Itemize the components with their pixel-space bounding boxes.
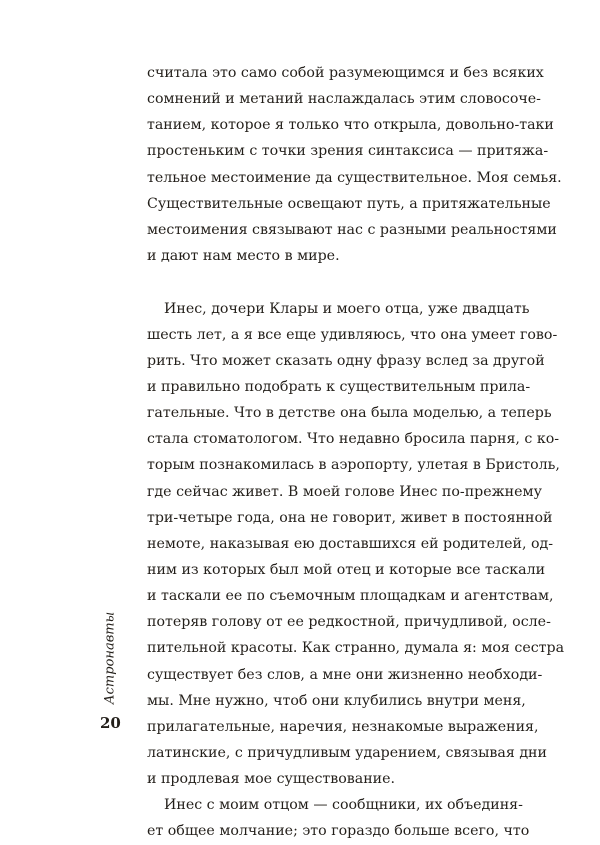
text-line: Существительные освещают путь, а притяжательные: [147, 195, 551, 212]
text-line: танием, которое я только что открыла, довольно-таки: [147, 117, 554, 134]
text-line: прилагательные, наречия, незнакомые выражения,: [147, 718, 539, 735]
text-line: и продлевая мое существование.: [147, 771, 396, 788]
text-line: местоимения связывают нас с разными реальностями: [147, 221, 557, 238]
running-title-text: Астронавты: [102, 611, 118, 705]
text-line: стала стоматологом. Что недавно бросила парня, с ко-: [147, 431, 560, 448]
text-line: мы. Мне нужно, чтоб они клубились внутри меня,: [147, 692, 526, 709]
text-line: гательные. Что в детстве она была моделью, а теперь: [147, 405, 552, 422]
page-number: 20: [100, 714, 121, 732]
text-line: сомнений и метаний наслаждалась этим словосоче-: [147, 91, 541, 108]
text-line: три-четыре года, она не говорит, живет в постоянной: [147, 509, 553, 526]
text-line: и дают нам место в мире.: [147, 247, 340, 264]
running-title: [100, 608, 120, 708]
section-break: [147, 269, 481, 296]
body-text: [147, 60, 565, 845]
text-line: тельное местоимение да существительное. Моя семья.: [147, 169, 562, 186]
text-line: Инес, дочери Клары и моего отца, уже двадцать: [164, 300, 530, 317]
text-line: рить. Что может сказать одну фразу вслед за другой: [147, 352, 545, 369]
paragraph-1: [147, 60, 562, 269]
text-line: считала это само собой разумеющимся и без всяких: [147, 65, 544, 81]
text-line: где сейчас живет. В моей голове Инес по-прежнему: [147, 483, 542, 500]
text-line: немоте, наказывая ею доставшихся ей родителей, од-: [147, 535, 554, 552]
text-line: ет общее молчание; это гораздо больше всего, что: [147, 823, 530, 840]
text-line: торым познакомилась в аэропорту, улетая в Бристоль,: [147, 457, 560, 474]
text-line: потеряв голову от ее редкостной, причудливой, осле-: [147, 614, 551, 631]
text-line: Инес с моим отцом — сообщники, их объединя-: [164, 797, 523, 814]
paragraph-3: [147, 792, 530, 844]
text-line: пительной красоты. Как странно, думала я: моя сестра: [147, 640, 565, 657]
text-line: и правильно подобрать к существительным прила-: [147, 379, 531, 396]
text-line: и таскали ее по съемочным площадкам и агентствам,: [147, 588, 554, 605]
text-line: существует без слов, а мне они жизненно необходи-: [147, 666, 543, 683]
paragraph-2: [147, 296, 565, 793]
text-line: простеньким с точки зрения синтаксиса — притяжа-: [147, 143, 549, 160]
text-line: ним из которых был мой отец и которые все таскали: [147, 562, 546, 579]
text-line: латинские, с причудливым ударением, связывая дни: [147, 745, 547, 762]
text-line: шесть лет, а я все еще удивляюсь, что она умеет гово-: [147, 326, 558, 343]
